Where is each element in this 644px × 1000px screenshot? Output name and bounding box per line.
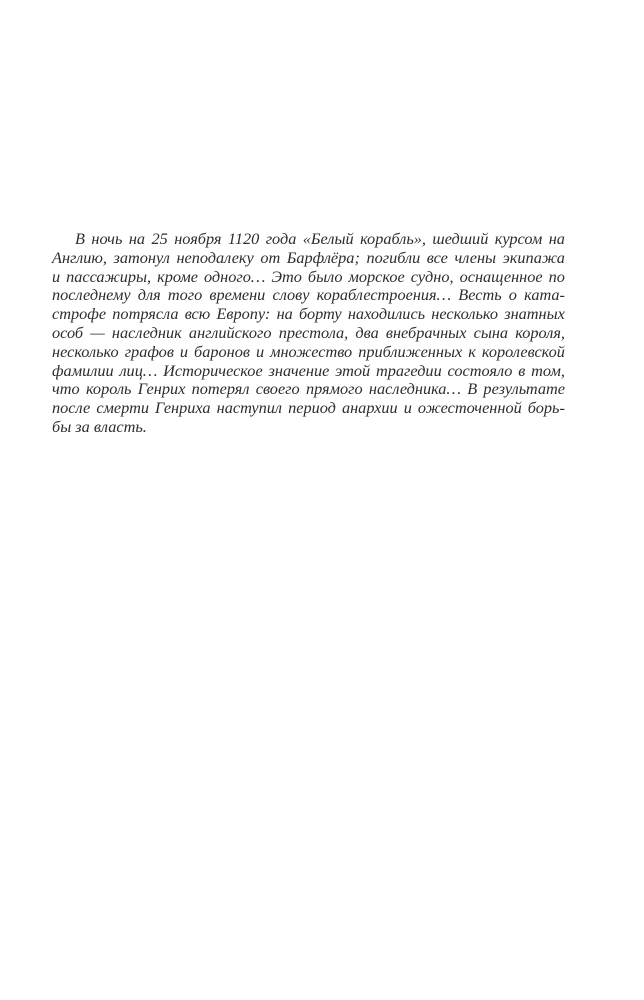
paragraph-line: Англию, затонул неподалеку от Барфлёра; погибли все члены экипажа [52, 247, 565, 267]
paragraph-line: строфе потрясла всю Европу: на борту находились несколько знатных [52, 304, 565, 324]
paragraph-line: что король Генрих потерял своего прямого наследника… В результате [52, 379, 565, 399]
paragraph-line: бы за власть. [52, 416, 147, 436]
paragraph-line: и пассажиры, кроме одного… Это было морское судно, оснащенное по [52, 266, 565, 286]
epigraph-paragraph [52, 230, 565, 437]
paragraph-line: несколько графов и баронов и множество приближенных к королевской [52, 341, 565, 361]
paragraph-line: В ночь на 25 ноября 1120 года «Белый корабль», шедший курсом на [75, 229, 565, 248]
paragraph-line: после смерти Генриха наступил период анархии и ожесточенной борь- [52, 398, 565, 418]
paragraph-line: последнему для того времени слову кораблестроения… Весть о ката- [52, 285, 565, 305]
paragraph-line: особ — наследник английского престола, два внебрачных сына короля, [52, 322, 565, 342]
paragraph-line: фамилии лиц… Историческое значение этой трагедии состояло в том, [52, 360, 565, 380]
